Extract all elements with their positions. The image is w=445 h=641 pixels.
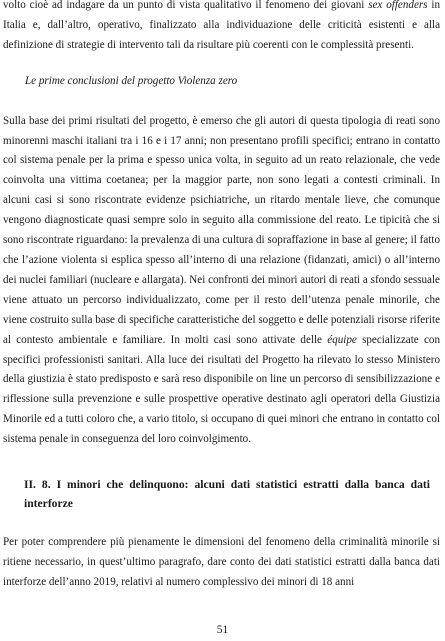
page-number: 51 <box>216 624 229 636</box>
section-subtitle: Le prime conclusioni del progetto Violenza zero <box>25 74 238 87</box>
body-paragraph: Sulla base dei primi risultati del progetto, è emerso che gli autori di questa tipologia di reati sono minorenni maschi italiani tra i 16 e i 17 anni; non presentano profili specifici; entrano in contatto col sistema penale per la prima e spesso unica volta, in seguito ad un reato relazionale, che vede coinvolta una vittima coetanea; per la maggior parte, non sono legati a contesti criminali. In alcuni casi si sono riscontrate evidenze psichiatriche, un ritardo mentale lieve, che comunque vengono diagnosticate quasi sempre solo in seguito alla commissione del reato. Le tipicità che si sono riscontrate riguardano: la prevalenza di una cultura di sopraffazione in base al genere; il fatto che l’azione violenta si esplica spesso all’interno di una relazione (fidanzati, amici) o all’interno dei nuclei familiari (nucleare e allargata). Nei confronti dei minori autori di reati a sfondo sessuale viene attuato un percorso individualizzato, come per il resto dell’utenza penale minorile, che viene costruito sulla base di specifiche caratteristiche del soggetto e delle potenziali risorse riferite al contesto ambientale e familiare. In molti casi sono attivate delle équipe specializzate con specifici professionisti sanitari. Alla luce dei risultati del Progetto ha rilevato lo stesso Ministero della giustizia è stato predisposto e sarà reso disponibile on line un percorso di sensibilizzazione e riflessione sulla prevenzione e sulle prospettive operative destinato agli operatori della Giustizia Minorile ed a tutti coloro che, a vario titolo, si occupano di quei minori che entrano in contatto col sistema penale in conseguenza del loro coinvolgimento. <box>3 114 440 446</box>
closing-paragraph: Per poter comprendere più pienamente le dimensioni del fenomeno della criminalità minorile si ritiene necessario, in quest’ultimo paragrafo, dare conto dei dati statistici estratti dalla banca dati interforze dell’anno 2019, relativi al numero complessivo dei minori di 18 anni <box>3 536 440 588</box>
section-heading: II. 8. I minori che delinquono: alcuni dati statistici estratti dalla banca dati interforze <box>24 478 430 511</box>
emphasis-term: équipe <box>327 333 357 346</box>
intro-paragraph: volto cioè ad indagare da un punto di vista qualitativo il fenomeno dei giovani sex offenders in Italia e, dall’altro, operativo, finalizzato alla individuazione delle criticità esistenti e alla definizione di strategie di intervento tali da risultare più coerenti con le complessità presenti. <box>3 0 440 51</box>
emphasis-term: sex offenders <box>368 0 428 11</box>
